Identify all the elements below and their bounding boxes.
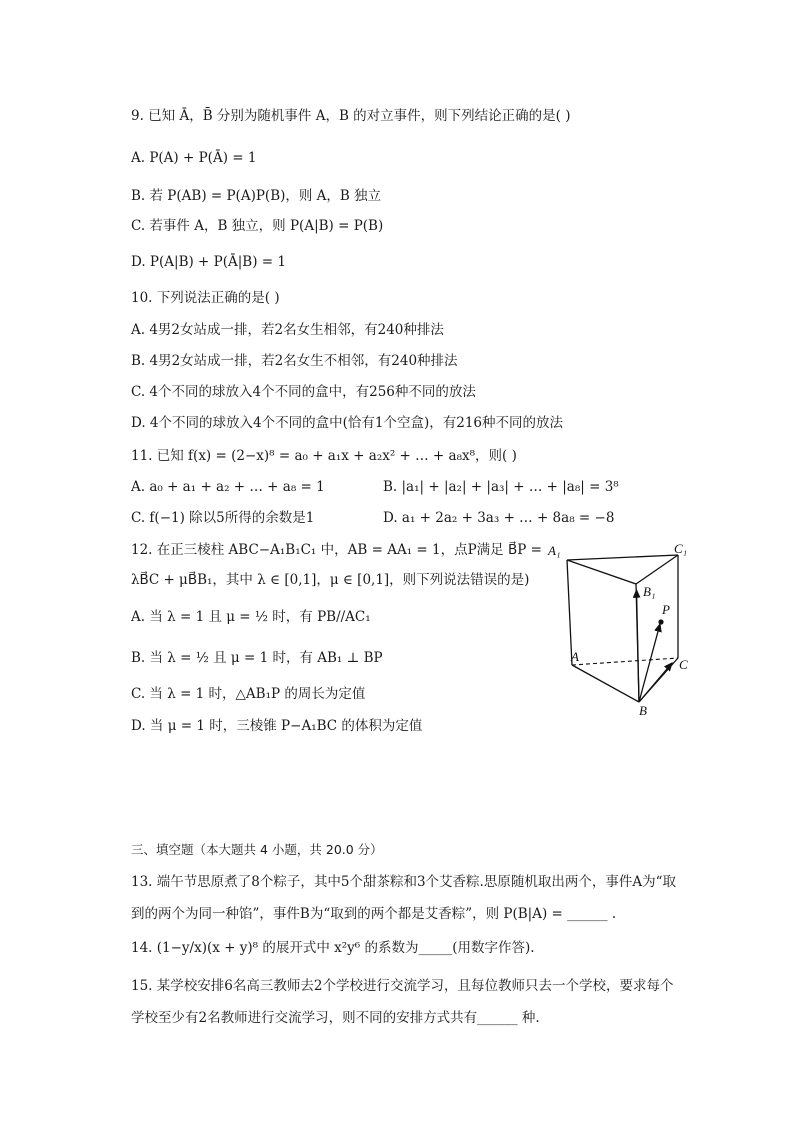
q13-line2: 到的两个为同一种馅”，事件B为“取到的两个都是艾香粽”，则 P(B|A) = ______ . bbox=[131, 906, 617, 922]
label-a1: A₁ bbox=[548, 543, 561, 558]
q12-option-d: D. 当 μ = 1 时，三棱锥 P−A₁BC 的体积为定值 bbox=[131, 718, 423, 734]
edge-b1-c1 bbox=[636, 555, 678, 584]
q11-option-a: A. a₀ + a₁ + a₂ + … + a₈ = 1 bbox=[131, 479, 325, 495]
q10-option-a: A. 4男2女站成一排，若2名女生相邻，有240种排法 bbox=[131, 322, 444, 338]
q10-option-b: B. 4男2女站成一排，若2名女生不相邻，有240种排法 bbox=[131, 353, 458, 369]
q10-option-c: C. 4个不同的球放入4个不同的盒中，有256种不同的放法 bbox=[131, 384, 476, 400]
label-c: C bbox=[679, 657, 688, 672]
q9-option-c: C. 若事件 A，B 独立，则 P(A|B) = P(B) bbox=[131, 218, 384, 234]
q12-option-b: B. 当 λ = ½ 且 μ = 1 时，有 AB₁ ⊥ BP bbox=[131, 650, 383, 666]
q10-stem: 10. 下列说法正确的是( ) bbox=[131, 290, 280, 306]
q15-line1: 15. 某学校安排6名高三教师去2个学校进行交流学习，且每位教师只去一个学校，要求每个 bbox=[131, 978, 674, 994]
q15-line2: 学校至少有2名教师进行交流学习，则不同的安排方式共有______ 种. bbox=[131, 1010, 540, 1026]
q11-stem: 11. 已知 f(x) = (2−x)⁸ = a₀ + a₁x + a₂x² + … + a₈x⁸，则( ) bbox=[131, 448, 517, 464]
label-b1: B₁ bbox=[643, 584, 656, 599]
vector-bb1 bbox=[637, 590, 640, 702]
q11-option-c: C. f(−1) 除以5所得的余数是1 bbox=[131, 510, 315, 526]
label-b: B bbox=[639, 703, 647, 718]
label-a: A bbox=[571, 649, 579, 664]
q10-option-d: D. 4个不同的球放入4个不同的盒中(恰有1个空盒)，有216种不同的放法 bbox=[131, 415, 563, 431]
q9-option-a: A. P(A) + P(Ā) = 1 bbox=[131, 150, 257, 166]
q11-option-d: D. a₁ + 2a₂ + 3a₃ + … + 8a₈ = −8 bbox=[383, 510, 615, 526]
q11-option-b: B. |a₁| + |a₂| + |a₃| + … + |a₈| = 3⁸ bbox=[383, 479, 619, 495]
q14-line1: 14. (1−y/x)(x + y)⁸ 的展开式中 x²y⁶ 的系数为_____(用数字作答). bbox=[131, 940, 535, 956]
label-p: P bbox=[662, 602, 670, 617]
edge-a-c-hidden bbox=[572, 658, 678, 665]
edge-a-b bbox=[572, 665, 639, 702]
q9-option-b: B. 若 P(AB) = P(A)P(B)，则 A，B 独立 bbox=[131, 188, 382, 204]
q12-stem-line1: 12. 在正三棱柱 ABC−A₁B₁C₁ 中，AB = AA₁ = 1，点P满足 B⃗P = bbox=[131, 542, 542, 558]
prism-figure bbox=[540, 540, 700, 720]
q9-option-d: D. P(A|B) + P(Ā|B) = 1 bbox=[131, 254, 286, 270]
label-c1: C₁ bbox=[674, 541, 688, 556]
q9-stem: 9. 已知 Ā，B̄ 分别为随机事件 A，B 的对立事件，则下列结论正确的是( ) bbox=[131, 108, 571, 124]
q12-option-c: C. 当 λ = 1 时，△AB₁P 的周长为定值 bbox=[131, 686, 366, 702]
section-3-title: 三、填空题（本大题共 4 小题，共 20.0 分） bbox=[131, 842, 383, 857]
q13-line1: 13. 端午节思原煮了8个粽子，其中5个甜茶粽和3个艾香粽.思原随机取出两个，事件A为“取 bbox=[131, 874, 676, 890]
q12-option-a: A. 当 λ = 1 且 μ = ½ 时，有 PB//AC₁ bbox=[131, 609, 371, 625]
edge-a1-c1 bbox=[567, 555, 678, 560]
q12-stem-line2: λB⃗C + μB⃗B₁，其中 λ ∈ [0,1]，μ ∈ [0,1]，则下列说法错误的是) bbox=[131, 572, 530, 588]
point-p-dot bbox=[658, 619, 663, 624]
edge-a1-b1 bbox=[567, 560, 636, 584]
